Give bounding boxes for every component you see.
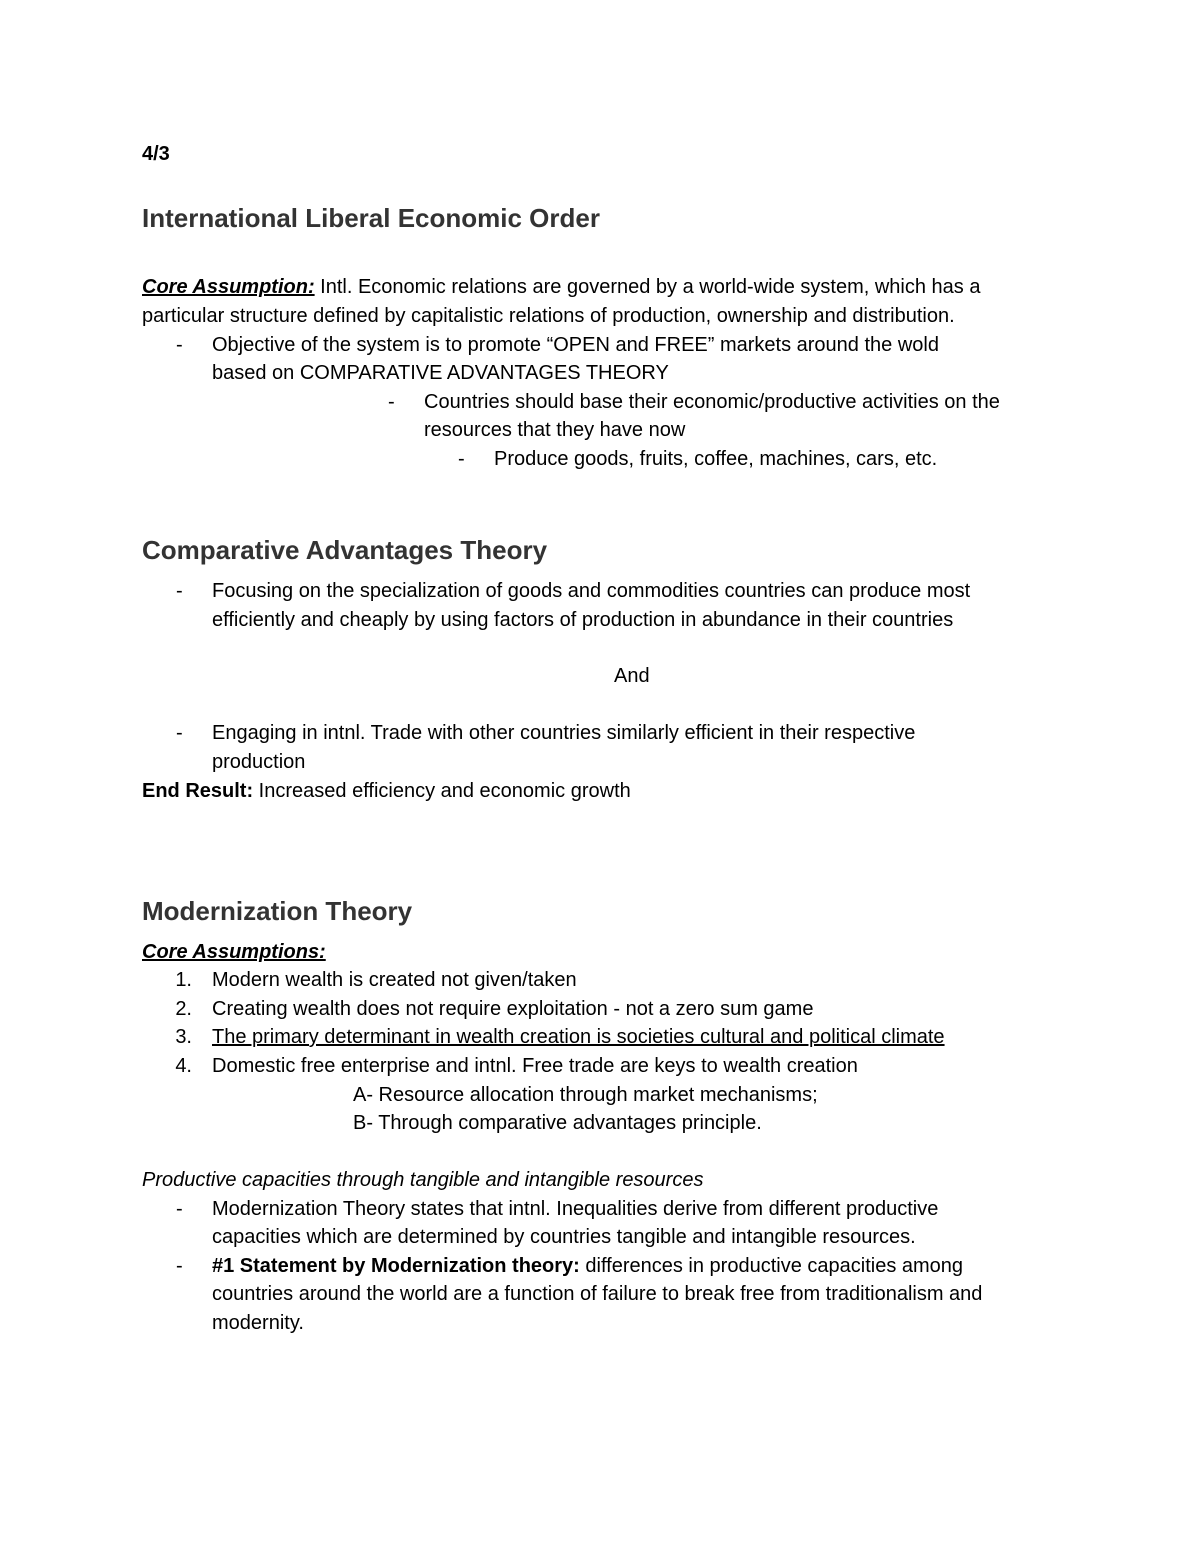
- bullet-dash: -: [388, 391, 395, 413]
- statement-text: differences in productive capacities among: [579, 1255, 964, 1277]
- s2-bullet1-line2: efficiently and cheaply by using factors of production in abundance in their countries: [212, 609, 954, 631]
- end-result-text: Increased efficiency and economic growth: [253, 780, 631, 802]
- core-assumption-label: Core Assumption:: [142, 276, 315, 298]
- s1-bullet1-line1: Objective of the system is to promote “OPEN and FREE” markets around the wold: [212, 334, 939, 356]
- s3-bullet2-line2: countries around the world are a function of failure to break free from traditionalism and: [212, 1283, 983, 1305]
- sub-item-a: A- Resource allocation through market mechanisms;: [353, 1084, 818, 1106]
- end-result-line: [142, 777, 631, 805]
- s2-bullet1-line1: Focusing on the specialization of goods and commodities countries can produce most: [212, 580, 971, 602]
- section-title-comparative: Comparative Advantages Theory: [142, 535, 548, 565]
- s1-bullet3: Produce goods, fruits, coffee, machines, cars, etc.: [494, 448, 938, 470]
- bullet-dash: -: [458, 448, 465, 470]
- end-result-label: End Result:: [142, 780, 254, 802]
- bullet-dash: -: [176, 580, 183, 602]
- list-number: 3.: [175, 1026, 192, 1048]
- s1-bullet1-line2: based on COMPARATIVE ADVANTAGES THEORY: [212, 362, 669, 384]
- statement-label: #1 Statement by Modernization theory:: [212, 1255, 580, 1277]
- bullet-dash: -: [176, 334, 183, 356]
- s3-bullet1-line1: Modernization Theory states that intnl. Inequalities derive from different productive: [212, 1198, 939, 1220]
- section-title-liberal-order: International Liberal Economic Order: [142, 203, 600, 233]
- list-number: 2.: [175, 998, 192, 1020]
- list-item: Creating wealth does not require exploitation - not a zero sum game: [212, 998, 814, 1020]
- core-assumption-line-2: particular structure defined by capitalistic relations of production, ownership and distribution.: [142, 305, 955, 327]
- list-item-underlined: The primary determinant in wealth creation is societies cultural and political climate: [212, 1026, 945, 1048]
- and-connector: And: [614, 665, 650, 687]
- core-assumptions-label: Core Assumptions:: [142, 941, 326, 963]
- list-number: 1.: [175, 969, 192, 991]
- s1-bullet2-line1: Countries should base their economic/productive activities on the: [424, 391, 1000, 413]
- bullet-dash: -: [176, 722, 183, 744]
- section-title-modernization: Modernization Theory: [142, 896, 413, 926]
- list-number: 4.: [175, 1055, 192, 1077]
- s3-bullet1-line2: capacities which are determined by countries tangible and intangible resources.: [212, 1226, 916, 1248]
- italic-subheading: Productive capacities through tangible and intangible resources: [142, 1169, 704, 1191]
- sub-item-b: B- Through comparative advantages principle.: [353, 1112, 762, 1134]
- date-label: 4/3: [142, 143, 170, 165]
- bullet-dash: -: [176, 1198, 183, 1220]
- list-item: Domestic free enterprise and intnl. Free trade are keys to wealth creation: [212, 1055, 858, 1077]
- s2-bullet2-line1: Engaging in intnl. Trade with other countries similarly efficient in their respective: [212, 722, 916, 744]
- bullet-dash: -: [176, 1255, 183, 1277]
- s3-bullet2-line1: [212, 1252, 963, 1280]
- s3-bullet2-line3: modernity.: [212, 1312, 304, 1334]
- core-assumption-text: Intl. Economic relations are governed by a world-wide system, which has a: [314, 276, 981, 298]
- core-assumption-line-1: [142, 273, 980, 301]
- s1-bullet2-line2: resources that they have now: [424, 419, 686, 441]
- s2-bullet2-line2: production: [212, 751, 306, 773]
- core-assumptions-heading: [142, 938, 326, 966]
- list-item: Modern wealth is created not given/taken: [212, 969, 577, 991]
